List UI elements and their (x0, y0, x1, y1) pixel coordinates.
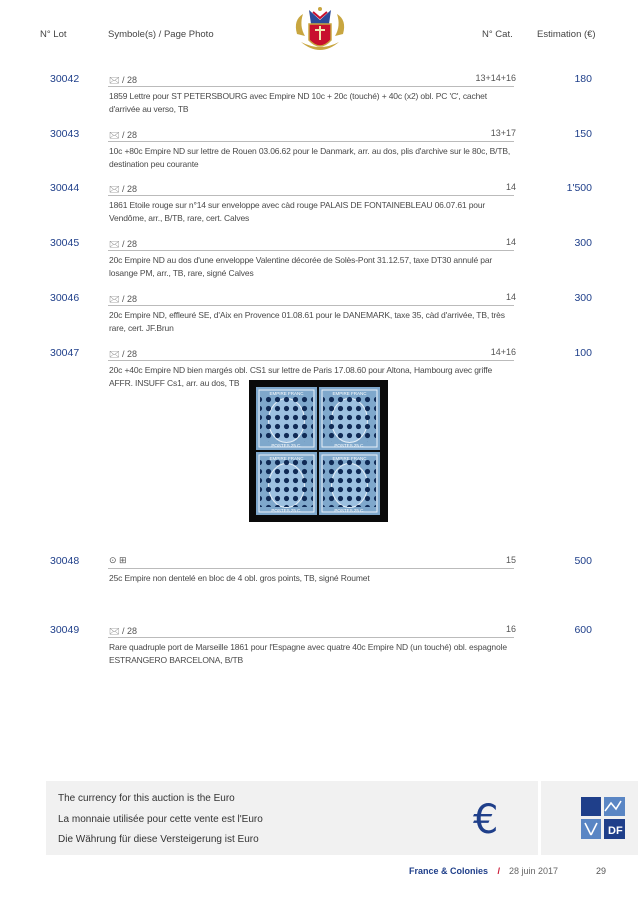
lot-symbols: 🖂 / 28 (109, 239, 138, 249)
stamp-bottom-text: POSTES 25 C. (271, 508, 302, 513)
lot-estimate: 500 (574, 555, 592, 567)
lot-estimate: 300 (574, 292, 592, 304)
stamp-top-text: EMPIRE FRANC (269, 456, 304, 461)
lot-symbols: 🖂 / 28 (109, 294, 138, 304)
euro-icon: € (473, 797, 499, 843)
lot-symbols: 🖂 / 28 (109, 349, 138, 359)
lot-column-header: N° Lot (40, 29, 67, 40)
lot-divider (108, 86, 514, 87)
auction-house-logo-icon (581, 797, 625, 839)
lot-estimate: 100 (574, 347, 592, 359)
lot-number: 30049 (50, 624, 80, 636)
lot-number: 30045 (50, 237, 80, 249)
estimate-column-header: Estimation (€) (537, 29, 596, 40)
stamp (319, 387, 380, 450)
lot-symbols: 🖂 / 28 (109, 75, 138, 85)
lot-number: 30044 (50, 182, 80, 194)
stamp-block-image (255, 386, 382, 516)
lot-description: 1859 Lettre pour ST PETERSBOURG avec Empire ND 10c + 20c (touché) + 40c (x2) obl. PC 'C', cachet d'arrivée au verso, TB (109, 91, 487, 114)
svg-text:DF: DF (608, 825, 623, 837)
stamp-bottom-text: POSTES 25 C. (334, 443, 365, 448)
stamp (319, 452, 380, 515)
lot-description: Rare quadruple port de Marseille 1861 pour l'Espagne avec quatre 40c Empire ND (un touché) obl. espagnole ESTRANGERO BARCELONA, B/TB (109, 642, 507, 665)
lot-number: 30043 (50, 128, 80, 140)
stamp-bottom-text: POSTES 25 C. (334, 508, 365, 513)
coat-of-arms-icon (289, 6, 351, 58)
lot-cat-number: 14+16 (490, 347, 516, 357)
lot-estimate: 300 (574, 237, 592, 249)
currency-line-fr: La monnaie utilisée pour cette vente est l'Euro (58, 814, 263, 825)
lot-cat-number: 13+17 (490, 128, 516, 138)
page-header (0, 0, 638, 62)
stamp-top-text: EMPIRE FRANC (332, 391, 367, 396)
symbols-column-header: Symbole(s) / Page Photo (108, 29, 214, 40)
lot-number: 30048 (50, 555, 80, 567)
lot-symbols: 🖂 / 28 (109, 184, 138, 194)
lot-divider (108, 568, 514, 569)
lot-estimate: 1'500 (566, 182, 592, 194)
lot-number: 30042 (50, 73, 80, 85)
lot-cat-number: 14 (505, 182, 516, 192)
stamp-top-text: EMPIRE FRANC (332, 456, 367, 461)
lot-cat-number: 14 (505, 292, 516, 302)
page-number: 29 (595, 866, 606, 876)
stamp (256, 387, 317, 450)
logo-panel (541, 781, 638, 855)
catalogue-title: France & Colonies (408, 866, 488, 876)
stamp-bottom-text: POSTES 25 C. (271, 443, 302, 448)
lot-divider (108, 141, 514, 142)
lot-cat-number: 16 (505, 624, 516, 634)
lot-description: 20c Empire ND, effleuré SE, d'Aix en Provence 01.08.61 pour le DANEMARK, taxe 35, càd d'arrivée, TB, très rare, cert. JF.Brun (109, 310, 505, 333)
lot-divider (108, 360, 514, 361)
lot-number: 30046 (50, 292, 80, 304)
lot-cat-number: 13+14+16 (475, 73, 516, 83)
lot-divider (108, 637, 514, 638)
lot-divider (108, 250, 514, 251)
lot-divider (108, 195, 514, 196)
lot-estimate: 180 (574, 73, 592, 85)
auction-date: 28 juin 2017 (508, 866, 558, 876)
page-footer (0, 866, 638, 880)
lot-divider (108, 305, 514, 306)
stamp-block-photo[interactable] (249, 380, 388, 522)
lot-symbols: 🖂 / 28 (109, 626, 138, 636)
footer-separator: / (497, 866, 500, 876)
currency-line-de: Die Währung für diese Versteigerung ist Euro (58, 834, 259, 845)
lot-cat-number: 15 (505, 555, 516, 565)
stamp (256, 452, 317, 515)
lot-estimate: 150 (574, 128, 592, 140)
lot-symbols: 🖂 / 28 (109, 130, 138, 140)
lot-description: 1861 Etoile rouge sur n°14 sur enveloppe avec càd rouge PALAIS DE FONTAINEBLEAU 06.07.61 pour Vendôme, arr., B/TB, rare, cert. Calves (109, 200, 486, 223)
currency-notice (46, 781, 538, 855)
lot-description: 25c Empire non dentelé en bloc de 4 obl. gros points, TB, signé Roumet (109, 573, 370, 583)
lot-number: 30047 (50, 347, 80, 359)
lot-symbols: ⊙ ⊞ (109, 555, 127, 565)
cat-column-header: N° Cat. (482, 29, 513, 40)
lot-estimate: 600 (574, 624, 592, 636)
lot-cat-number: 14 (505, 237, 516, 247)
currency-line-en: The currency for this auction is the Euro (58, 793, 235, 804)
lot-description: 10c +80c Empire ND sur lettre de Rouen 03.06.62 pour le Danmark, arr. au dos, plis d'archive sur le 80c, B/TB, destination peu courante (109, 146, 511, 169)
lot-description: 20c +40c Empire ND bien margés obl. CS1 sur lettre de Paris 17.08.60 pour Altona, Hambourg avec griffe AFFR. INSUFF Cs1, arr. au dos, TB (109, 365, 493, 388)
stamp-top-text: EMPIRE FRANC (269, 391, 304, 396)
lot-description: 20c Empire ND au dos d'une enveloppe Valentine décorée de Solès-Pont 31.12.57, taxe DT30 annulé par losange PM, arr., TB, rare, signé Calves (109, 255, 493, 278)
